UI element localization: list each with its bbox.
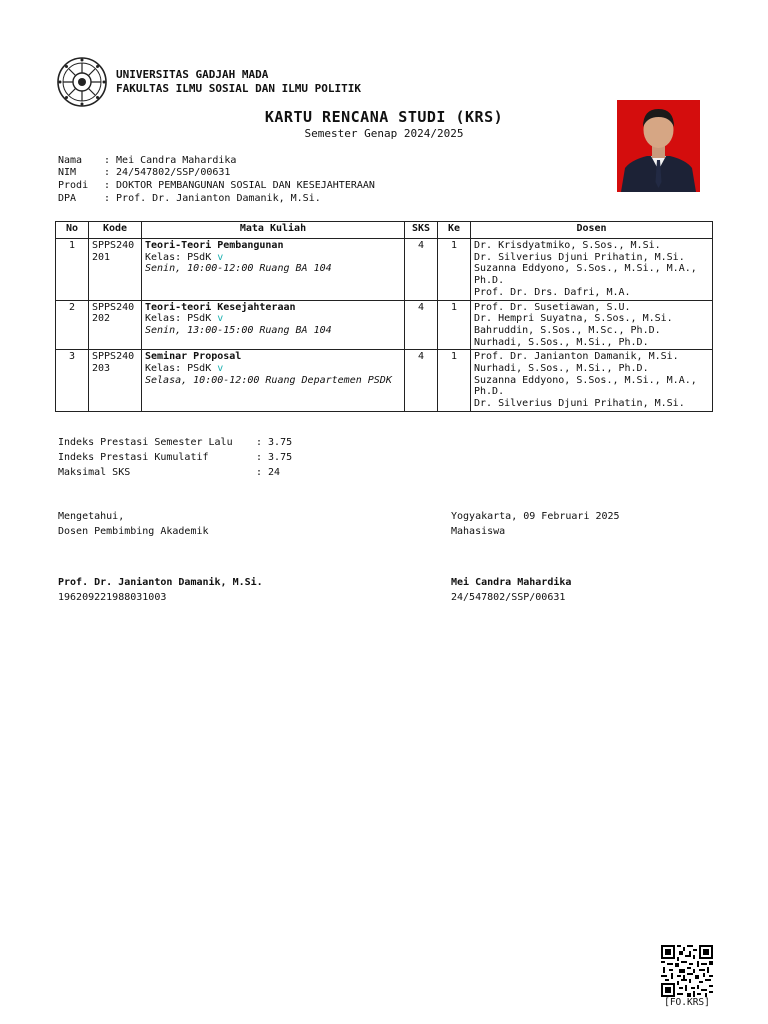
info-value: : Prof. Dr. Janianton Damanik, M.Si.	[104, 193, 321, 204]
summary-row-ips	[58, 437, 292, 448]
check-mark-icon: v	[217, 251, 224, 263]
kode-part: 202	[92, 313, 111, 325]
cell-no: 2	[56, 300, 89, 350]
info-row-nim	[58, 167, 230, 178]
column-header-no: No	[56, 222, 89, 239]
course-schedule: Senin, 13:00-15:00 Ruang BA 104	[145, 324, 332, 336]
summary-label: Maksimal SKS	[58, 467, 131, 478]
lecturer: Prof. Dr. Janianton Damanik, M.Si.	[474, 351, 679, 363]
document-title: KARTU RENCANA STUDI (KRS)	[264, 108, 504, 126]
student-signature-id: 24/547802/SSP/00631	[451, 592, 566, 603]
summary-row-max-sks	[58, 467, 280, 478]
signature-left-line2: Dosen Pembimbing Akademik	[58, 526, 209, 537]
course-name: Seminar Proposal	[145, 351, 242, 363]
cell-mata-kuliah	[142, 239, 405, 301]
cell-kode	[89, 300, 142, 350]
column-header-kode: Kode	[89, 222, 142, 239]
lecturer: Suzanna Eddyono, S.Sos., M.Si., M.A.,	[474, 263, 697, 275]
cell-no: 3	[56, 350, 89, 412]
course-class	[145, 313, 401, 325]
course-schedule: Selasa, 10:00-12:00 Ruang Departemen PSDK	[145, 374, 392, 386]
course-name: Teori-Teori Pembangunan	[145, 240, 284, 251]
cell-dosen	[471, 239, 713, 301]
course-table	[55, 221, 713, 412]
class-label: Kelas: PSdK	[145, 313, 212, 325]
summary-label: Indeks Prestasi Kumulatif	[58, 452, 209, 463]
cell-sks: 4	[405, 300, 438, 350]
signature-left-line1: Mengetahui,	[58, 511, 125, 522]
course-schedule: Senin, 10:00-12:00 Ruang BA 104	[145, 263, 332, 275]
cell-no: 1	[56, 239, 89, 301]
lecturer: Prof. Dr. Drs. Dafri, M.A.	[474, 286, 631, 298]
student-signature-name: Mei Candra Mahardika	[451, 577, 572, 588]
info-row-name	[58, 155, 236, 166]
class-label: Kelas: PSdK	[145, 363, 212, 375]
table-row	[56, 350, 713, 412]
summary-value: : 3.75	[256, 452, 293, 463]
info-value: : Mei Candra Mahardika	[104, 155, 237, 166]
course-class	[145, 363, 401, 375]
lecturer: Dr. Silverius Djuni Prihatin, M.Si.	[474, 251, 685, 263]
cell-mata-kuliah	[142, 350, 405, 412]
column-header-dosen: Dosen	[471, 222, 713, 239]
check-mark-icon: v	[217, 363, 224, 375]
course-class	[145, 252, 401, 264]
info-row-dpa	[58, 193, 321, 204]
info-row-prodi	[58, 180, 375, 191]
cell-dosen	[471, 350, 713, 412]
summary-value: : 3.75	[256, 437, 293, 448]
semester-subtitle: Semester Genap 2024/2025	[304, 127, 464, 140]
advisor-name: Prof. Dr. Janianton Damanik, M.Si.	[58, 577, 263, 588]
column-header-mata-kuliah: Mata Kuliah	[142, 222, 405, 239]
person-photo-icon	[617, 100, 700, 192]
kode-part: SPPS240	[92, 351, 135, 363]
info-label: DPA	[58, 193, 77, 204]
column-header-ke: Ke	[438, 222, 471, 239]
cell-kode	[89, 239, 142, 301]
course-name: Teori-teori Kesejahteraan	[145, 301, 296, 313]
advisor-id: 196209221988031003	[58, 592, 167, 603]
form-code: [FO.KRS]	[664, 997, 710, 1008]
kode-part: SPPS240	[92, 240, 135, 251]
info-value: : 24/547802/SSP/00631	[104, 167, 231, 178]
ugm-seal-icon	[56, 56, 108, 108]
lecturer: Bahruddin, S.Sos., M.Sc., Ph.D.	[474, 324, 661, 336]
signature-right-role: Mahasiswa	[451, 526, 506, 537]
cell-sks: 4	[405, 350, 438, 412]
cell-dosen	[471, 300, 713, 350]
student-photo	[617, 100, 700, 192]
faculty-name: FAKULTAS ILMU SOSIAL DAN ILMU POLITIK	[116, 82, 362, 95]
kode-part: SPPS240	[92, 301, 135, 313]
lecturer: Nurhadi, S.Sos., M.Si., Ph.D.	[474, 336, 649, 348]
cell-ke: 1	[438, 239, 471, 301]
cell-kode	[89, 350, 142, 412]
lecturer: Dr. Silverius Djuni Prihatin, M.Si.	[474, 398, 685, 410]
lecturer: Prof. Dr. Susetiawan, S.U.	[474, 301, 631, 313]
cell-sks: 4	[405, 239, 438, 301]
qr-code-icon	[661, 945, 713, 997]
lecturer: Dr. Krisdyatmiko, S.Sos., M.Si.	[474, 240, 661, 251]
info-label: Prodi	[58, 180, 89, 191]
column-header-sks: SKS	[405, 222, 438, 239]
summary-value: : 24	[256, 467, 281, 478]
cell-ke: 1	[438, 300, 471, 350]
lecturer: Suzanna Eddyono, S.Sos., M.Si., M.A.,	[474, 374, 697, 386]
info-value: : DOKTOR PEMBANGUNAN SOSIAL DAN KESEJAHTERAAN	[104, 180, 375, 191]
lecturer: Dr. Hempri Suyatna, S.Sos., M.Si.	[474, 313, 673, 325]
lecturer: Nurhadi, S.Sos., M.Si., Ph.D.	[474, 363, 649, 375]
class-label: Kelas: PSdK	[145, 251, 212, 263]
summary-label: Indeks Prestasi Semester Lalu	[58, 437, 233, 448]
lecturer: Ph.D.	[474, 275, 505, 287]
info-label: NIM	[58, 167, 77, 178]
lecturer: Ph.D.	[474, 386, 505, 398]
kode-part: 203	[92, 363, 111, 375]
cell-mata-kuliah	[142, 300, 405, 350]
check-mark-icon: v	[217, 313, 224, 325]
table-header-row	[56, 222, 713, 239]
table-row	[56, 300, 713, 350]
table-row	[56, 239, 713, 301]
signature-place-date: Yogyakarta, 09 Februari 2025	[451, 511, 620, 522]
cell-ke: 1	[438, 350, 471, 412]
summary-row-ipk	[58, 452, 292, 463]
university-name: UNIVERSITAS GADJAH MADA	[116, 68, 269, 81]
info-label: Nama	[58, 155, 83, 166]
kode-part: 201	[92, 251, 111, 263]
